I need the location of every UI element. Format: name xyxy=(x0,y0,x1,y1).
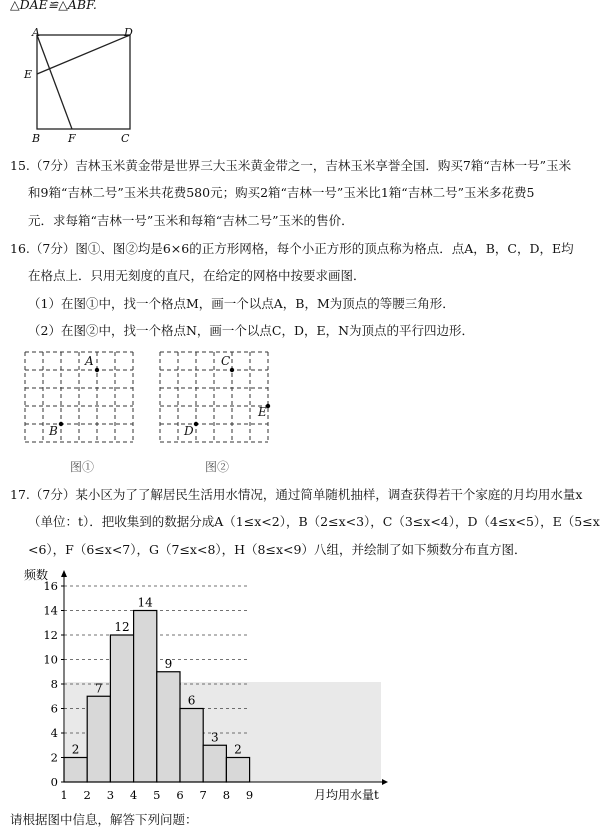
y-axis-arrow xyxy=(61,570,67,577)
x-tick-label: 2 xyxy=(83,788,91,802)
point-label-a: A xyxy=(32,26,40,39)
grid2-caption: 图② xyxy=(205,460,230,474)
x-axis-label: 月均用水量t xyxy=(314,788,379,802)
bar xyxy=(64,758,87,783)
x-axis-arrow xyxy=(382,779,388,785)
grid-figure-2 xyxy=(159,350,279,454)
x-tick-label: 5 xyxy=(153,788,161,802)
x-tick-label: 4 xyxy=(129,788,138,802)
x-tick-label: 3 xyxy=(106,788,115,802)
q15-line3: 元．求每箱“吉林一号”玉米和每箱“吉林二号”玉米的售价． xyxy=(28,213,354,228)
q16-line1: 16.（7分）图①、图②均是6×6的正方形网格，每个小正方形的顶点称为格点．点A，B，C，D，E均 xyxy=(10,241,574,256)
grid2-label-d: D xyxy=(184,424,194,438)
bar-value-label: 3 xyxy=(210,730,219,745)
y-tick-label: 6 xyxy=(50,701,58,716)
y-tick-label: 14 xyxy=(43,603,58,618)
q17-prompt: 请根据图中信息，解答下列问题： xyxy=(10,812,198,827)
q17-line3: <6），F（6≤x<7），G（7≤x<8），H（8≤x<9）八组，并绘制了如下频数分布直方图． xyxy=(28,542,527,557)
point-label-e: E xyxy=(24,68,33,81)
bar xyxy=(226,758,249,783)
bar xyxy=(87,696,110,782)
y-axis-label: 频数 xyxy=(24,568,49,582)
bar-value-label: 2 xyxy=(234,742,242,757)
grid-figure-1 xyxy=(24,350,144,454)
x-tick-label: 8 xyxy=(222,788,231,802)
y-tick-label: 4 xyxy=(50,726,58,740)
point-label-d: D xyxy=(124,26,133,39)
bar xyxy=(203,745,226,782)
square-figure xyxy=(28,25,158,145)
q17-line2: （单位：t）．把收集到的数据分成A（1≤x<2），B（2≤x<3），C（3≤x<4），D（4≤x<5），E（5≤x xyxy=(28,514,600,529)
grid1-label-b: B xyxy=(49,424,58,438)
x-tick-label: 9 xyxy=(245,788,254,802)
y-tick-label: 12 xyxy=(43,628,58,642)
bar xyxy=(157,672,180,782)
point-label-c: C xyxy=(121,132,130,145)
x-tick-label: 6 xyxy=(176,788,184,802)
q16-line2: 在格点上．只用无刻度的直尺，在给定的网格中按要求画图． xyxy=(28,268,366,283)
y-tick-label: 10 xyxy=(43,652,58,667)
q15-line1: 15.（7分）吉林玉米黄金带是世界三大玉米黄金带之一，吉林玉米享誉全国．购买7箱“吉林一号”玉米 xyxy=(10,158,572,173)
bar xyxy=(134,611,157,783)
q16-line3: （1）在图①中，找一个格点M，画一个以点A，B，M为顶点的等腰三角形． xyxy=(28,296,455,311)
bar xyxy=(180,709,203,783)
y-tick-label: 16 xyxy=(43,579,58,593)
bar-value-label: 2 xyxy=(71,742,80,757)
frequency-histogram xyxy=(10,565,410,805)
q17-line1: 17.（7分）某小区为了了解居民生活用水情况，通过简单随机抽样，调查获得若干个家庭的月均用水量x xyxy=(10,487,583,502)
bar-value-label: 7 xyxy=(94,681,103,696)
y-tick-label: 0 xyxy=(50,775,58,789)
congruence-statement: △DAE≌△ABF. xyxy=(10,0,97,12)
bar-value-label: 14 xyxy=(137,595,153,610)
q15-line2: 和9箱“吉林二号”玉米共花费580元；购买2箱“吉林一号”玉米比1箱“吉林二号”玉米多花费5 xyxy=(28,185,535,200)
bar-value-label: 6 xyxy=(187,693,196,708)
grid1-caption: 图① xyxy=(70,460,95,474)
grid2-label-c: C xyxy=(221,354,231,368)
point-label-f: F xyxy=(68,132,76,145)
bar-value-label: 12 xyxy=(114,620,130,634)
point-label-b: B xyxy=(32,132,41,145)
grid1-label-a: A xyxy=(85,354,94,368)
y-tick-label: 8 xyxy=(50,677,58,691)
y-tick-label: 2 xyxy=(50,750,58,765)
grid2-label-e: E xyxy=(258,405,267,419)
bar xyxy=(110,635,133,782)
q16-line4: （2）在图②中，找一个格点N，画一个以点C，D，E，N为顶点的平行四边形． xyxy=(28,323,475,338)
x-tick-label: 1 xyxy=(60,788,68,802)
bar-value-label: 9 xyxy=(164,656,173,671)
x-tick-label: 7 xyxy=(199,788,207,802)
